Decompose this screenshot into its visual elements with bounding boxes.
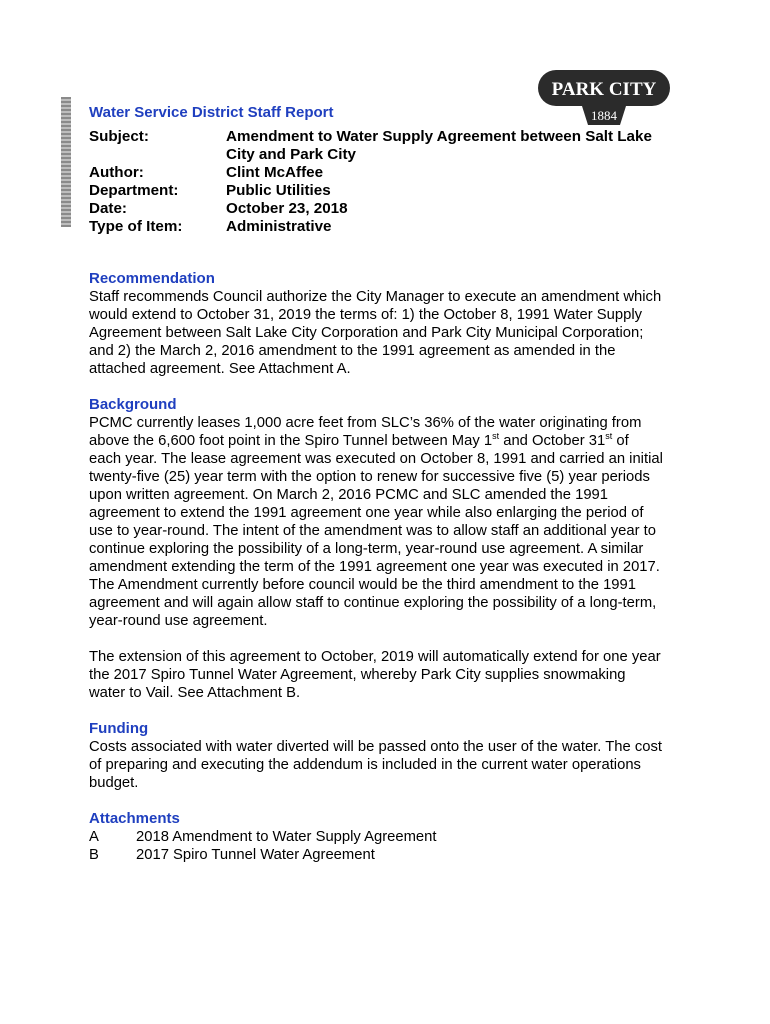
text-line: The extension of this agreement to October, 2019 will automatically extend for one year [89,649,661,665]
meta-value: Public Utilities [226,182,331,199]
text-line: would extend to October 31, 2019 the terms of: 1) the October 8, 1991 Water Supply [89,307,643,323]
meta-value [226,128,666,164]
text-line: Costs associated with water diverted will be passed onto the user of the water. The cost [89,739,662,755]
superscript: st [492,431,500,442]
report-body [89,270,689,864]
text-line: budget. [89,775,139,791]
text-line: the 2017 Spiro Tunnel Water Agreement, whereby Park City supplies snowmaking [89,667,626,683]
meta-label: Type of Item: [89,218,183,235]
subject-line: City and Park City [226,146,356,163]
text-run: of [612,433,629,449]
text-line: upon written agreement. On March 2, 2016 PCMC and SLC amended the 1991 [89,487,609,503]
report-meta [89,128,666,236]
attachment-letter: A [89,829,99,845]
text-line: each year. The lease agreement was executed on October 8, 1991 and carried an initial [89,451,663,467]
meta-department [89,182,666,200]
meta-value: October 23, 2018 [226,200,348,217]
text-line: twenty-five (25) year term with the option to renew for successive five (5) year periods [89,469,650,485]
text-line: and 2) the March 2, 2016 amendment to the 1991 agreement as amended in the [89,343,616,359]
report-title: Water Service District Staff Report [89,104,334,121]
text-run: and October 31 [499,433,606,449]
attachment-title: 2017 Spiro Tunnel Water Agreement [136,847,375,863]
text-line: PCMC currently leases 1,000 acre feet from SLC’s 36% of the water originating from [89,415,642,431]
text-run: above the 6,600 foot point in the Spiro Tunnel between May 1 [89,433,493,449]
attachment-item [89,828,689,846]
recommendation-section [89,270,689,378]
attachments-section [89,810,689,864]
text-line: continue exploring the possibility of a long-term, year-round use agreement. A similar [89,541,644,557]
funding-heading: Funding [89,720,149,737]
text-line: attached agreement. See Attachment A. [89,361,351,377]
text-line: year-round use agreement. [89,613,268,629]
meta-label: Department: [89,182,179,199]
text-line: agreement to extend the 1991 agreement one year while also enlarging the period of [89,505,644,521]
attachment-title: 2018 Amendment to Water Supply Agreement [136,829,437,845]
subject-line: Amendment to Water Supply Agreement between Salt Lake [226,128,652,145]
text-line: use to year-round. The intent of the amendment was to allow staff an additional year to [89,523,657,539]
text-line [89,432,689,450]
text-line: Agreement between Salt Lake City Corporation and Park City Municipal Corporation; [89,325,644,341]
attachment-item [89,846,689,864]
meta-type-of-item [89,218,666,236]
meta-date [89,200,666,218]
text-line: Staff recommends Council authorize the City Manager to execute an amendment which [89,289,662,305]
attachments-heading: Attachments [89,810,180,827]
park-city-logo [538,70,670,126]
superscript: st [605,431,613,442]
meta-label: Author: [89,164,144,181]
background-section [89,396,689,702]
text-line: The Amendment currently before council would be the third amendment to the 1991 [89,577,636,593]
side-bar-decoration [61,97,71,227]
meta-author [89,164,666,182]
text-line: amendment extending the term of the 1991 agreement one year was executed in 2017. [89,559,660,575]
meta-subject [89,128,666,164]
meta-label: Subject: [89,128,149,145]
attachment-letter: B [89,847,99,863]
funding-text [89,738,689,792]
background-text [89,414,689,630]
meta-value: Administrative [226,218,332,235]
text-line: agreement and will again allow staff to continue exploring the possibility of a long-term, [89,595,657,611]
logo-year: 1884 [591,108,617,123]
background-text-extension [89,648,689,702]
funding-section [89,720,689,792]
recommendation-text [89,288,689,378]
text-line: water to Vail. See Attachment B. [89,685,301,701]
meta-label: Date: [89,200,127,217]
background-heading: Background [89,396,177,413]
meta-value: Clint McAffee [226,164,324,181]
text-line: of preparing and executing the addendum is included in the current water operations [89,757,641,773]
logo-name: PARK CITY [551,79,657,100]
recommendation-heading: Recommendation [89,270,215,287]
